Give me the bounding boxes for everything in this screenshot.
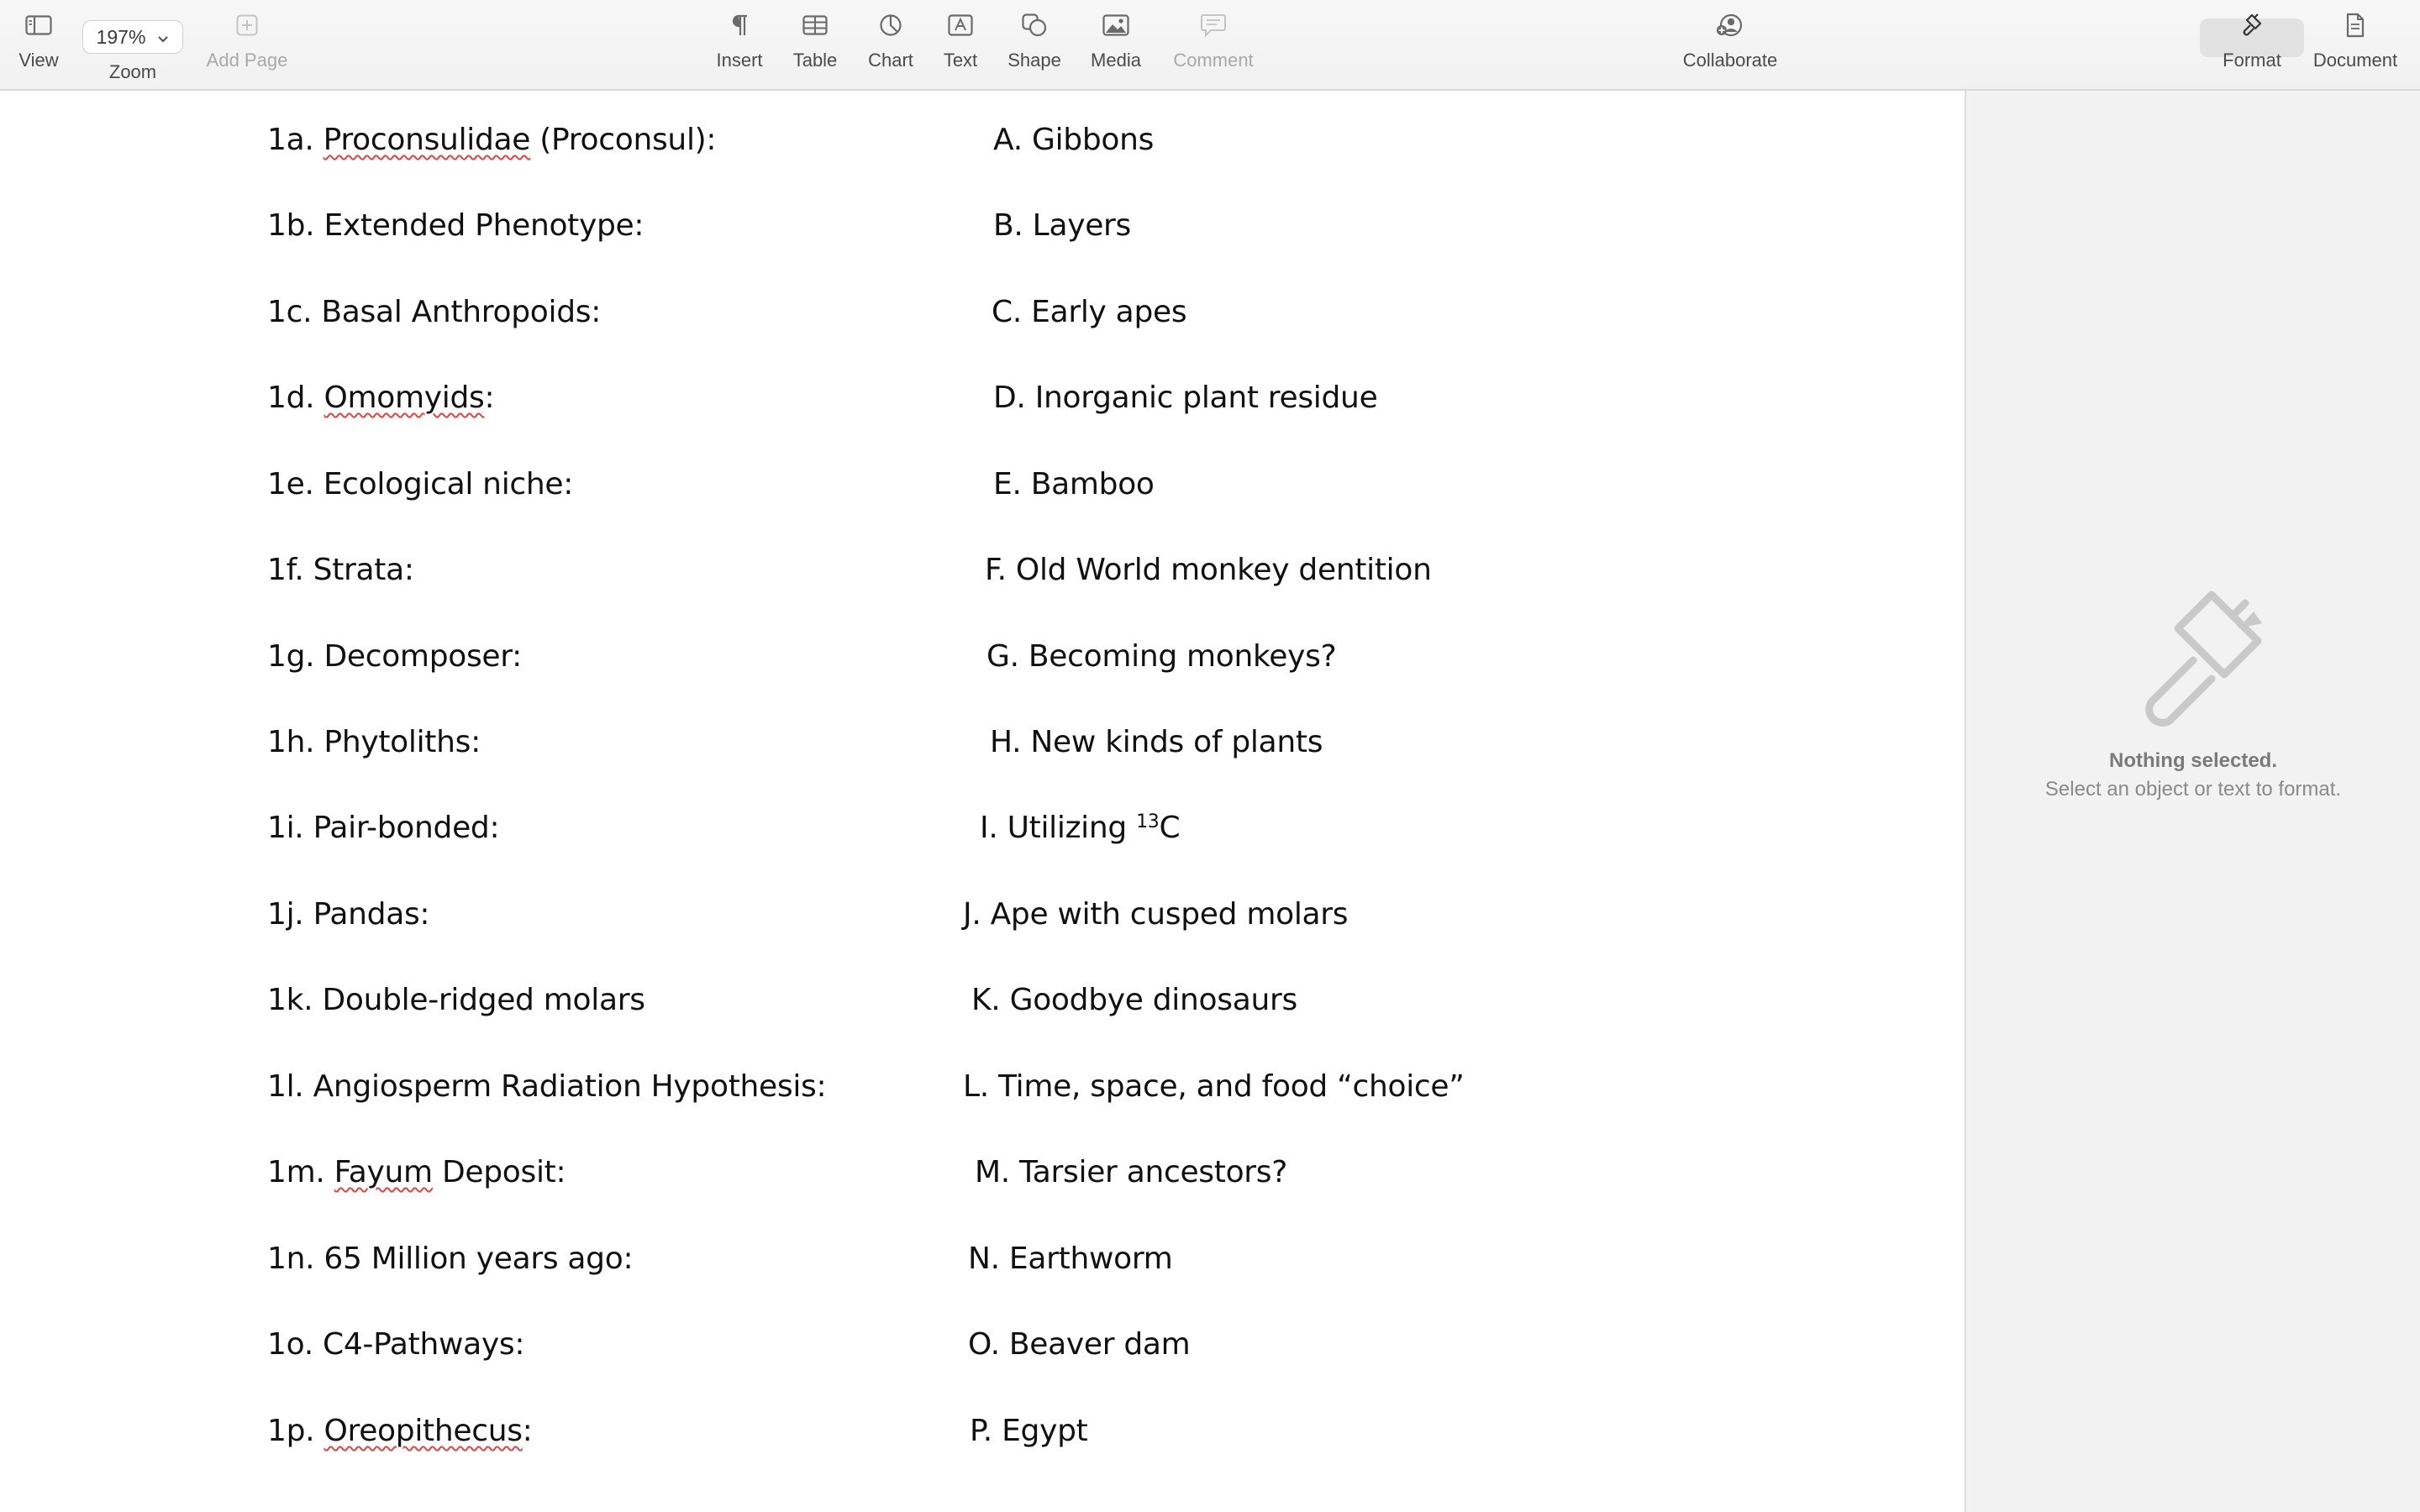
right-item[interactable]: A. Gibbons	[993, 123, 1155, 157]
paintbrush-icon	[2240, 0, 2264, 50]
add-page-label: Add Page	[206, 50, 288, 71]
left-item[interactable]: 1f. Strata:	[267, 553, 414, 587]
shape-button[interactable]	[1000, 0, 1069, 91]
document-button[interactable]	[2309, 0, 2402, 91]
image-icon	[1102, 0, 1129, 50]
collaborate-icon	[1716, 0, 1744, 50]
view-button[interactable]	[12, 0, 66, 91]
text-label: Text	[943, 50, 978, 71]
text-button[interactable]	[933, 0, 988, 91]
right-item[interactable]: N. Earthworm	[968, 1242, 1173, 1276]
table-label: Table	[792, 50, 838, 71]
paintbrush-icon	[2128, 586, 2270, 742]
comment-icon	[1201, 0, 1226, 50]
chart-button[interactable]	[859, 0, 923, 91]
right-item[interactable]: I. Utilizing $^{13}$C	[980, 811, 1181, 845]
right-item[interactable]: H. New kinds of plants	[990, 725, 1323, 759]
pie-chart-icon	[879, 0, 902, 50]
left-item[interactable]: 1k. Double-ridged molars	[267, 983, 645, 1017]
document-icon	[2345, 0, 2365, 50]
media-button[interactable]	[1082, 0, 1150, 91]
spelling-flagged-word: Fayum	[334, 1155, 433, 1189]
document-canvas[interactable]	[0, 91, 1965, 1512]
zoom-value: 197%	[96, 25, 146, 48]
sidebar-icon	[25, 0, 52, 50]
right-item[interactable]: K. Goodbye dinosaurs	[971, 983, 1297, 1017]
format-sidebar	[1965, 91, 2420, 1512]
right-item[interactable]: D. Inorganic plant residue	[993, 381, 1378, 415]
table-icon	[802, 0, 828, 50]
right-item[interactable]: M. Tarsier ancestors?	[975, 1155, 1288, 1189]
comment-button[interactable]	[1163, 0, 1264, 91]
left-item[interactable]: 1i. Pair-bonded:	[267, 811, 500, 845]
left-item[interactable]: 1g. Decomposer:	[267, 639, 522, 674]
add-page-button[interactable]	[200, 0, 294, 91]
superscript: 13	[1136, 811, 1160, 832]
spelling-flagged-word: Omomyids	[324, 381, 485, 415]
left-item[interactable]: 1l. Angiosperm Radiation Hypothesis:	[267, 1069, 827, 1104]
left-item[interactable]: 1c. Basal Anthropoids:	[267, 295, 602, 329]
right-item[interactable]: J. Ape with cusped molars	[963, 897, 1349, 932]
insert-button[interactable]	[706, 0, 773, 91]
right-item[interactable]: O. Beaver dam	[968, 1327, 1191, 1362]
media-label: Media	[1091, 50, 1141, 71]
left-item[interactable]: 1m. Fayum Deposit:	[267, 1155, 566, 1189]
right-item[interactable]: B. Layers	[993, 208, 1132, 243]
format-label: Format	[2223, 50, 2281, 71]
insert-label: Insert	[716, 50, 763, 71]
left-item[interactable]: 1e. Ecological niche:	[267, 467, 574, 501]
right-item[interactable]: P. Egypt	[970, 1414, 1088, 1448]
left-item[interactable]: 1h. Phytoliths:	[267, 725, 481, 759]
shape-icon	[1022, 0, 1047, 50]
table-button[interactable]	[783, 0, 847, 91]
zoom-control[interactable]	[81, 0, 185, 91]
left-item[interactable]: 1d. Omomyids:	[267, 381, 495, 415]
comment-label: Comment	[1173, 50, 1254, 71]
empty-state-title: Nothing selected.	[2108, 749, 2278, 772]
chart-label: Chart	[868, 50, 913, 71]
left-item[interactable]: 1n. 65 Million years ago:	[267, 1242, 634, 1276]
right-item[interactable]: C. Early apes	[992, 295, 1187, 329]
spelling-flagged-word: Proconsulidae	[323, 123, 531, 157]
left-item[interactable]: 1p. Oreopithecus:	[267, 1414, 533, 1448]
spelling-flagged-word: Oreopithecus	[324, 1414, 523, 1448]
zoom-select[interactable]	[82, 20, 183, 54]
left-item[interactable]: 1a. Proconsulidae (Proconsul):	[267, 123, 717, 157]
shape-label: Shape	[1007, 50, 1061, 71]
text-box-icon	[948, 0, 973, 50]
format-button[interactable]	[2210, 0, 2294, 91]
paragraph-icon	[730, 0, 749, 50]
plus-icon	[236, 0, 258, 50]
empty-state-subtitle: Select an object or text to format.	[2044, 778, 2342, 801]
right-item[interactable]: G. Becoming monkeys?	[986, 639, 1337, 674]
zoom-label: Zoom	[108, 61, 157, 82]
right-item[interactable]: E. Bamboo	[993, 467, 1155, 501]
left-item[interactable]: 1o. C4-Pathways:	[267, 1327, 525, 1362]
collaborate-button[interactable]	[1676, 0, 1785, 91]
left-item[interactable]: 1b. Extended Phenotype:	[267, 208, 644, 243]
toolbar	[0, 0, 2420, 91]
collaborate-label: Collaborate	[1682, 50, 1778, 71]
document-label: Document	[2312, 50, 2398, 71]
right-item[interactable]: L. Time, space, and food “choice”	[963, 1069, 1465, 1104]
chevron-down-icon	[157, 26, 169, 49]
view-label: View	[18, 50, 59, 71]
left-item[interactable]: 1j. Pandas:	[267, 897, 430, 932]
right-item[interactable]: F. Old World monkey dentition	[985, 553, 1432, 587]
